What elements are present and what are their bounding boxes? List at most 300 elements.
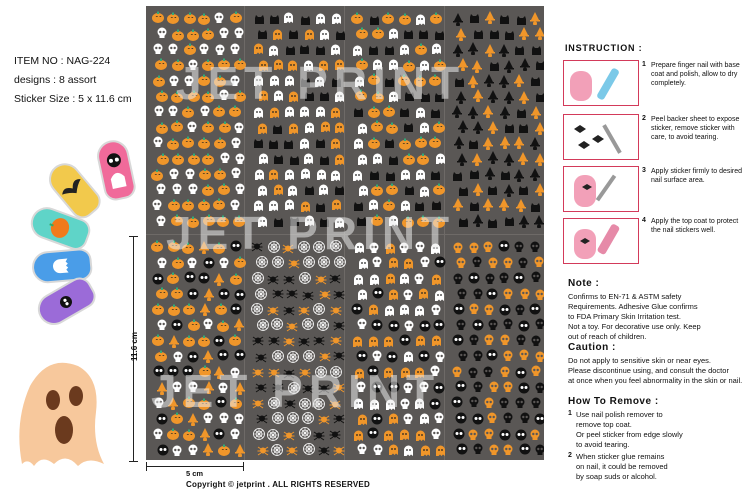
pumpkin-icon: [171, 152, 185, 166]
pumpkin-icon: [181, 135, 195, 149]
skull-icon: [186, 443, 200, 457]
skull-icon: [471, 380, 485, 394]
skull-icon: [501, 256, 515, 270]
witch-icon: [201, 442, 215, 456]
skull-icon: [487, 380, 501, 394]
eyes-icon: [216, 348, 230, 362]
cat-icon: [386, 152, 400, 166]
pumpkin-icon: [398, 137, 412, 151]
witch-icon: [502, 59, 516, 73]
ghost-icon: [398, 167, 412, 181]
web-icon: [254, 287, 268, 301]
witch-icon: [456, 119, 470, 133]
skull-icon: [529, 396, 543, 410]
witch-icon: [528, 11, 542, 25]
skull-icon: [467, 241, 481, 255]
witch-icon: [498, 105, 512, 119]
pumpkin-icon: [151, 10, 165, 24]
cat-icon: [367, 167, 381, 181]
cat-icon: [252, 11, 266, 25]
caution-text: Do not apply to sensitive skin or near eyes. Please discontinue using, and consult the doctor at once when you feel abnormality in the skin or nail.: [568, 356, 743, 385]
eyes-icon: [350, 302, 364, 316]
skull-icon: [471, 349, 485, 363]
pumpkin-icon: [218, 120, 232, 134]
eyes-icon: [514, 428, 528, 442]
witch-icon: [471, 213, 485, 227]
pumpkin-icon: [432, 120, 446, 134]
pumpkin-icon: [166, 11, 180, 25]
eyes-icon: [455, 442, 469, 456]
cat-icon: [514, 12, 528, 26]
witch-icon: [466, 41, 480, 55]
eyes-icon: [186, 287, 200, 301]
pumpkin-icon: [385, 182, 399, 196]
cat-icon: [271, 151, 285, 165]
cat-icon: [502, 120, 516, 134]
step-3-number: 3: [642, 167, 646, 174]
step-3-illustration: [563, 166, 639, 212]
cat-icon: [485, 215, 499, 229]
skull-icon: [467, 302, 481, 316]
pumpkin-icon: [150, 168, 164, 182]
pumpkin-icon: [414, 135, 428, 149]
skull-icon: [232, 121, 246, 135]
cat-icon: [516, 182, 530, 196]
cat-icon: [267, 11, 281, 25]
skull-icon: [501, 317, 515, 331]
cat-icon: [401, 119, 415, 133]
skull-icon: [229, 136, 243, 150]
witch-icon: [481, 104, 495, 118]
pumpkin-icon: [214, 302, 228, 316]
eyes-icon: [518, 442, 532, 456]
watermark-jet-print: JET PRINT: [166, 207, 456, 259]
skull-icon: [454, 256, 468, 270]
witch-icon: [512, 73, 526, 87]
ghost-icon: [351, 272, 365, 286]
cat-icon: [286, 26, 300, 40]
cat-icon: [471, 26, 485, 40]
eyes-icon: [452, 302, 466, 316]
skull-icon: [466, 428, 480, 442]
cat-icon: [297, 41, 311, 55]
skull-icon: [497, 396, 511, 410]
ghost-icon: [355, 152, 369, 166]
cat-icon: [313, 135, 327, 149]
eyes-icon: [452, 427, 466, 441]
eyes-icon: [485, 348, 499, 362]
spider-icon: [332, 287, 346, 301]
skull-icon: [166, 42, 180, 56]
ghost-icon: [266, 167, 280, 181]
cat-icon: [281, 136, 295, 150]
witch-icon: [167, 334, 181, 348]
note-title: Note :: [568, 278, 600, 289]
skull-icon: [151, 42, 165, 56]
pumpkin-icon: [170, 119, 184, 133]
witch-icon: [198, 427, 212, 441]
spider-icon: [332, 443, 346, 457]
witch-icon: [517, 214, 531, 228]
ghost-icon: [355, 121, 369, 135]
pumpkin-icon: [428, 135, 442, 149]
eyes-icon: [385, 350, 399, 364]
note-text: Confirms to EN-71 & ASTM safety Requirements. Adhesive Glue confirms to FDA Primary Skin Irritation test. Not a toy. For decorative use only. Keep out of reach of children.: [568, 292, 701, 341]
eyes-icon: [417, 349, 431, 363]
witch-icon: [486, 89, 500, 103]
pumpkin-icon: [183, 11, 197, 25]
skull-icon: [229, 166, 243, 180]
spider-icon: [251, 333, 265, 347]
ghost-icon: [301, 151, 315, 165]
cat-icon: [255, 26, 269, 40]
ghost-icon: [381, 334, 395, 348]
skull-icon: [529, 364, 543, 378]
ghost-icon: [332, 120, 346, 134]
skull-icon: [483, 272, 497, 286]
ghost-icon: [397, 271, 411, 285]
web-icon: [301, 317, 315, 331]
witch-icon: [516, 151, 530, 165]
pumpkin-icon: [182, 302, 196, 316]
eyes-icon: [355, 349, 369, 363]
spider-icon: [266, 303, 280, 317]
ghost-icon: [266, 43, 280, 57]
skull-icon: [529, 270, 543, 284]
skull-icon: [498, 365, 512, 379]
witch-icon: [517, 26, 531, 40]
witch-icon: [482, 73, 496, 87]
pumpkin-icon: [151, 333, 165, 347]
witch-icon: [497, 197, 511, 211]
ghost-icon: [282, 167, 296, 181]
spider-icon: [328, 427, 342, 441]
pumpkin-icon: [213, 167, 227, 181]
eyes-icon: [498, 428, 512, 442]
skull-icon: [498, 333, 512, 347]
skull-icon: [486, 256, 500, 270]
ghost-icon: [397, 42, 411, 56]
cat-icon: [529, 42, 543, 56]
eyes-icon: [398, 333, 412, 347]
remove-step-1-text: Use nail polish remover to remove top coat. Or peel sticker from edge slowly to avoid tearing.: [576, 410, 683, 449]
ghost-icon: [328, 42, 342, 56]
web-icon: [298, 426, 312, 440]
pumpkin-icon: [350, 11, 364, 25]
skull-icon: [155, 26, 169, 40]
ghost-icon: [432, 288, 446, 302]
pumpkin-icon: [429, 11, 443, 25]
cat-icon: [516, 120, 530, 134]
ghost-icon: [252, 167, 266, 181]
ghost-icon: [255, 121, 269, 135]
skull-icon: [154, 182, 168, 196]
copyright-text: Copyright © jetprint . ALL RIGHTS RESERVED: [186, 480, 370, 489]
pumpkin-icon: [201, 183, 215, 197]
pumpkin-icon: [217, 182, 231, 196]
pumpkin-icon: [167, 303, 181, 317]
web-icon: [302, 442, 316, 456]
skull-icon: [233, 152, 247, 166]
witch-icon: [471, 88, 485, 102]
witch-icon: [497, 74, 511, 88]
skull-icon: [96, 140, 135, 201]
cat-icon: [485, 182, 499, 196]
eyes-icon: [454, 379, 468, 393]
ghost-icon: [317, 27, 331, 41]
pumpkin-icon: [355, 26, 369, 40]
pumpkin-icon: [183, 42, 197, 56]
spider-icon: [329, 303, 343, 317]
skull-icon: [485, 411, 499, 425]
skull-icon: [454, 318, 468, 332]
witch-icon: [533, 121, 544, 135]
witch-icon: [212, 272, 226, 286]
eyes-icon: [183, 270, 197, 284]
spider-icon: [317, 443, 331, 457]
step-1-number: 1: [642, 61, 646, 68]
skull-icon: [512, 240, 526, 254]
eyes-icon: [212, 427, 226, 441]
web-icon: [316, 318, 330, 332]
skull-icon: [533, 317, 544, 331]
ghost-icon: [328, 168, 342, 182]
pumpkin-icon: [166, 427, 180, 441]
cat-icon: [366, 42, 380, 56]
ghost-icon: [418, 443, 432, 457]
cat-icon: [467, 198, 481, 212]
spider-icon: [312, 333, 326, 347]
pumpkin-icon: [182, 334, 196, 348]
ghost-icon: [413, 167, 427, 181]
eyes-icon: [517, 319, 531, 333]
witch-icon: [486, 150, 500, 164]
skull-icon: [486, 318, 500, 332]
witch-icon: [471, 120, 485, 134]
witch-icon: [202, 287, 216, 301]
spider-icon: [282, 428, 296, 442]
ghost-icon: [382, 303, 396, 317]
skull-icon: [487, 443, 501, 457]
cat-icon: [467, 10, 481, 24]
ghost-icon: [397, 427, 411, 441]
design-count: designs : 8 assort: [14, 74, 97, 86]
cat-icon: [498, 167, 512, 181]
skull-icon: [497, 271, 511, 285]
item-number: ITEM NO : NAG-224: [14, 55, 111, 67]
eyes-icon: [217, 287, 231, 301]
web-icon: [250, 302, 264, 316]
eyes-icon: [528, 302, 542, 316]
remove-step-2-text: When sticker glue remains on nail, it could be removed by soap suds or alcohol.: [576, 452, 668, 481]
ghost-icon: [329, 11, 343, 25]
cat-icon: [512, 42, 526, 56]
witch-icon: [483, 10, 497, 24]
ghost-icon: [302, 27, 316, 41]
nail-tip-skull: [94, 137, 138, 202]
spider-icon: [329, 333, 343, 347]
spider-icon: [318, 349, 332, 363]
skull-icon: [170, 182, 184, 196]
ghost-icon: [413, 12, 427, 26]
spider-icon: [282, 334, 296, 348]
pumpkin-icon: [229, 10, 243, 24]
skull-icon: [467, 333, 481, 347]
cat-icon: [456, 214, 470, 228]
ghost-icon: [316, 182, 330, 196]
skull-icon: [150, 198, 164, 212]
skull-icon: [529, 334, 543, 348]
skull-icon: [35, 276, 97, 328]
height-dimension-label: 11.6 cm: [129, 332, 139, 361]
spider-icon: [285, 443, 299, 457]
cat-icon: [333, 27, 347, 41]
spider-icon: [332, 348, 346, 362]
skull-icon: [470, 255, 484, 269]
cat-icon: [402, 182, 416, 196]
skull-icon: [513, 396, 527, 410]
pumpkin-icon: [398, 12, 412, 26]
eyes-icon: [450, 395, 464, 409]
watermark-jet-print: JET PRINT: [176, 57, 466, 109]
skull-icon: [451, 272, 465, 286]
skull-icon: [170, 444, 184, 458]
spider-icon: [328, 271, 342, 285]
step-1-illustration: [563, 60, 639, 106]
eyes-icon: [186, 350, 200, 364]
witch-icon: [233, 443, 247, 457]
witch-icon: [466, 105, 480, 119]
skull-icon: [501, 380, 515, 394]
skull-icon: [402, 319, 416, 333]
cat-icon: [428, 167, 442, 181]
width-dimension-label: 5 cm: [186, 469, 204, 478]
witch-icon: [486, 120, 500, 134]
witch-icon: [483, 166, 497, 180]
skull-icon: [466, 366, 480, 380]
pumpkin-icon: [198, 167, 212, 181]
pumpkin-icon: [197, 136, 211, 150]
skull-icon: [482, 427, 496, 441]
eyes-icon: [233, 288, 247, 302]
pumpkin-icon: [171, 28, 185, 42]
witch-icon: [466, 74, 480, 88]
skull-icon: [412, 272, 426, 286]
skull-icon: [201, 317, 215, 331]
skull-icon: [518, 411, 532, 425]
skull-icon: [218, 151, 232, 165]
spider-icon: [267, 333, 281, 347]
ghost-icon: [386, 442, 400, 456]
step-3-text: Apply sticker firmly to desired nail surface area.: [651, 168, 743, 184]
instruction-title: INSTRUCTION :: [565, 43, 643, 53]
pumpkin-icon: [367, 136, 381, 150]
cat-icon: [251, 135, 265, 149]
pumpkin-icon: [197, 12, 211, 26]
pumpkin-icon: [370, 183, 384, 197]
watermark-jet-print: JET PRINT: [151, 365, 441, 417]
ghost-icon: [350, 168, 364, 182]
cat-icon: [450, 168, 464, 182]
pumpkin-icon: [197, 334, 211, 348]
ghost-icon: [401, 349, 415, 363]
ghost-icon: [297, 136, 311, 150]
witch-icon: [533, 152, 544, 166]
skull-icon: [528, 240, 542, 254]
ghost-icon: [433, 443, 447, 457]
web-icon: [302, 349, 316, 363]
spider-icon: [256, 443, 270, 457]
cat-icon: [528, 73, 542, 87]
pumpkin-icon: [213, 136, 227, 150]
witch-icon: [470, 59, 484, 73]
ghost-icon: [433, 151, 447, 165]
pumpkin-icon: [432, 182, 446, 196]
pumpkin-icon: [216, 319, 230, 333]
ghost-icon: [318, 119, 332, 133]
spider-icon: [332, 318, 346, 332]
witch-icon: [497, 43, 511, 57]
ghost-icon: [332, 152, 346, 166]
skull-icon: [171, 350, 185, 364]
skull-icon: [533, 381, 544, 395]
pumpkin-icon: [155, 121, 169, 135]
skull-icon: [212, 11, 226, 25]
cat-icon: [456, 183, 470, 197]
skull-icon: [455, 287, 469, 301]
witch-icon: [514, 198, 528, 212]
spider-icon: [254, 350, 268, 364]
cat-icon: [528, 199, 542, 213]
pumpkin-icon: [228, 333, 242, 347]
ghost-icon: [412, 303, 426, 317]
eyes-icon: [197, 271, 211, 285]
cat-icon: [502, 27, 516, 41]
cat-icon: [382, 42, 396, 56]
web-icon: [270, 317, 284, 331]
pumpkin-icon: [155, 286, 169, 300]
step-4-illustration: [563, 218, 639, 264]
witch-icon: [528, 167, 542, 181]
witch-icon: [470, 152, 484, 166]
skull-icon: [514, 333, 528, 347]
eyes-icon: [366, 426, 380, 440]
spider-icon: [266, 272, 280, 286]
skull-icon: [370, 349, 384, 363]
cat-icon: [466, 136, 480, 150]
eyes-icon: [514, 366, 528, 380]
cat-icon: [287, 152, 301, 166]
eyes-icon: [454, 411, 468, 425]
eyes-icon: [497, 239, 511, 253]
skull-icon: [183, 167, 197, 181]
spider-icon: [312, 428, 326, 442]
skull-icon: [533, 288, 544, 302]
ghost-icon: [313, 11, 327, 25]
spider-icon: [282, 272, 296, 286]
step-2-text: Peel backer sheet to expose sticker, remove sticker with care, to avoid tearing.: [651, 116, 740, 141]
eyes-icon: [517, 381, 531, 395]
spider-icon: [285, 286, 299, 300]
pumpkin-icon: [385, 121, 399, 135]
ghost-icon: [386, 287, 400, 301]
skull-icon: [513, 303, 527, 317]
ghost-icon: [350, 334, 364, 348]
cat-icon: [367, 12, 381, 26]
witch-icon: [201, 349, 215, 363]
skull-icon: [217, 26, 231, 40]
cat-icon: [401, 26, 415, 40]
